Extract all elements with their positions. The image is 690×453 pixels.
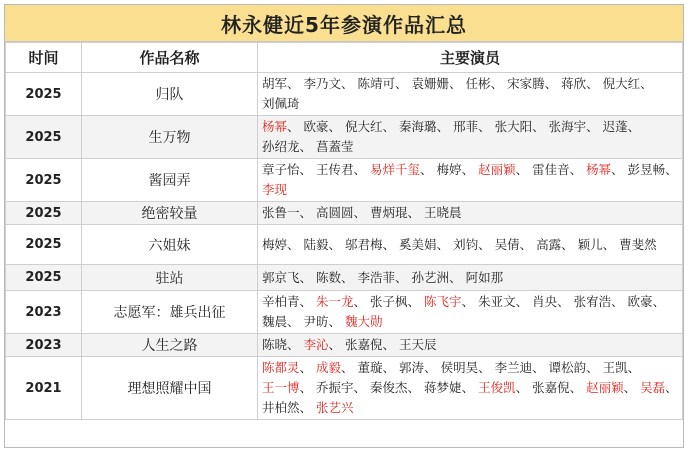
table-row	[6, 357, 683, 420]
highlighted-actor-name: 朱一龙	[316, 294, 354, 309]
actor-name: 井柏然	[262, 400, 300, 415]
name-separator: 、	[424, 360, 437, 375]
actor-name: 邬君梅	[345, 236, 383, 252]
actor-name: 张嘉倪	[532, 380, 570, 395]
actor-name: 宋家腾	[507, 76, 545, 91]
name-separator: 、	[586, 119, 599, 134]
name-separator: 、	[586, 360, 599, 375]
work-title-cell: 志愿军：雄兵出征	[82, 291, 258, 334]
name-separator: 、	[665, 380, 678, 395]
actor-name: 邢菲	[453, 119, 479, 134]
name-separator: 、	[532, 119, 545, 134]
actor-name: 陈数	[316, 269, 342, 285]
cast-cell	[258, 225, 683, 265]
actor-name: 王凯	[602, 360, 628, 375]
actor-name: 张大阳	[494, 119, 533, 134]
actor-name: 肖央	[532, 294, 558, 309]
actor-name: 高圆圆	[316, 205, 354, 220]
actor-name: 秦俊杰	[370, 380, 408, 395]
name-separator: 、	[353, 205, 367, 220]
table-row	[6, 159, 683, 202]
highlighted-actor-name: 陈飞宇	[424, 294, 462, 309]
name-separator: 、	[341, 360, 354, 375]
header-work: 作品名称	[82, 43, 258, 73]
name-separator: 、	[382, 337, 396, 352]
highlighted-actor-name: 易烊千玺	[370, 162, 421, 177]
highlighted-actor-name: 杨幂	[586, 162, 612, 177]
name-separator: 、	[461, 162, 475, 177]
highlighted-actor-name: 杨幂	[262, 119, 288, 134]
actor-name: 刘佩琦	[262, 96, 300, 111]
actor-name: 蒋梦婕	[424, 380, 462, 395]
actor-name: 倪大红	[602, 76, 641, 91]
actor-name: 王传君	[316, 162, 354, 177]
work-title-cell: 酱园弄	[82, 159, 258, 202]
actor-name: 侯明昊	[440, 360, 479, 375]
name-separator: 、	[627, 360, 641, 375]
actor-name: 张海宇	[548, 119, 587, 134]
actor-name: 颖儿	[577, 236, 603, 252]
name-separator: 、	[341, 269, 354, 285]
highlighted-actor-name: 陈都灵	[262, 360, 300, 375]
actor-name: 郭涛	[399, 360, 425, 375]
actor-name: 吴倩	[494, 236, 520, 252]
actor-name: 刘钧	[453, 236, 479, 252]
name-separator: 、	[328, 337, 342, 352]
table-body	[6, 73, 683, 420]
name-separator: 、	[382, 236, 396, 252]
name-separator: 、	[407, 205, 421, 220]
actor-name: 菖蓋莹	[316, 139, 354, 154]
highlighted-actor-name: 李沁	[303, 337, 329, 352]
name-separator: 、	[287, 337, 300, 352]
cast-cell	[258, 265, 683, 291]
highlighted-actor-name: 赵丽颖	[586, 380, 624, 395]
work-title-cell: 理想照耀中国	[82, 357, 258, 420]
name-separator: 、	[299, 380, 313, 395]
name-separator: 、	[665, 162, 678, 177]
name-separator: 、	[395, 269, 408, 285]
name-separator: 、	[407, 294, 421, 309]
highlighted-actor-name: 王俊凯	[478, 380, 516, 395]
actor-name: 雷佳音	[532, 162, 570, 177]
actor-name: 陈晓	[262, 337, 288, 352]
actor-name: 梅婷	[262, 236, 288, 252]
actor-name: 奚美娟	[399, 236, 437, 252]
table-row	[6, 334, 683, 357]
highlighted-actor-name: 吴磊	[640, 380, 666, 395]
year-cell: 2025	[6, 116, 82, 159]
name-separator: 、	[287, 236, 300, 252]
name-separator: 、	[611, 294, 624, 309]
cast-cell	[258, 73, 683, 116]
work-title-cell: 归队	[82, 73, 258, 116]
name-separator: 、	[299, 205, 313, 220]
actor-name: 乔振宇	[316, 380, 354, 395]
actor-name: 彭昱畅	[627, 162, 666, 177]
name-separator: 、	[287, 76, 300, 91]
actor-name: 梅婷	[436, 162, 462, 177]
name-separator: 、	[328, 119, 342, 134]
actor-name: 蒋欣	[561, 76, 587, 91]
table-row	[6, 116, 683, 159]
year-cell: 2025	[6, 73, 82, 116]
name-separator: 、	[515, 162, 529, 177]
header-row	[6, 43, 683, 73]
name-separator: 、	[586, 76, 599, 91]
name-separator: 、	[353, 162, 367, 177]
table-row	[6, 202, 683, 225]
actor-name: 辛柏青	[262, 294, 300, 309]
table-row	[6, 73, 683, 116]
actor-name: 阿如那	[465, 269, 504, 285]
name-separator: 、	[515, 294, 529, 309]
actor-name: 章子怡	[262, 162, 300, 177]
name-separator: 、	[299, 294, 313, 309]
actor-name: 郭京飞	[262, 269, 300, 285]
name-separator: 、	[627, 119, 641, 134]
name-separator: 、	[287, 119, 300, 134]
actor-name: 李浩菲	[357, 269, 396, 285]
name-separator: 、	[561, 236, 574, 252]
table-row	[6, 265, 683, 291]
name-separator: 、	[611, 162, 624, 177]
name-separator: 、	[328, 236, 342, 252]
work-title-cell: 六姐妹	[82, 225, 258, 265]
highlighted-actor-name: 王一博	[262, 380, 300, 395]
highlighted-actor-name: 魏大勋	[345, 314, 383, 329]
actor-name: 胡军	[262, 76, 288, 91]
name-separator: 、	[640, 76, 653, 91]
name-separator: 、	[478, 236, 491, 252]
cast-cell	[258, 291, 683, 334]
name-separator: 、	[299, 139, 313, 154]
year-cell: 2025	[6, 159, 82, 202]
year-cell: 2025	[6, 202, 82, 225]
actor-name: 曹炳琨	[370, 205, 408, 220]
name-separator: 、	[299, 400, 313, 415]
table-row	[6, 225, 683, 265]
actor-name: 张嘉倪	[345, 337, 383, 352]
name-separator: 、	[519, 236, 533, 252]
name-separator: 、	[623, 380, 637, 395]
name-separator: 、	[490, 76, 504, 91]
name-separator: 、	[569, 162, 583, 177]
name-separator: 、	[328, 314, 342, 329]
cast-cell	[258, 116, 683, 159]
highlighted-actor-name: 李现	[262, 182, 288, 197]
work-title-cell: 人生之路	[82, 334, 258, 357]
work-title-cell: 驻站	[82, 265, 258, 291]
actor-name: 欧豪	[303, 119, 329, 134]
actor-name: 任彬	[465, 76, 491, 91]
work-title-cell: 绝密较量	[82, 202, 258, 225]
actor-name: 张子枫	[370, 294, 408, 309]
name-separator: 、	[341, 76, 354, 91]
name-separator: 、	[544, 76, 558, 91]
header-cast: 主要演员	[258, 43, 683, 73]
name-separator: 、	[395, 76, 408, 91]
table-title: 林永健近5年参演作品汇总	[5, 5, 683, 42]
actor-name: 张鲁一	[262, 205, 300, 220]
name-separator: 、	[299, 360, 313, 375]
name-separator: 、	[602, 236, 616, 252]
name-separator: 、	[461, 380, 475, 395]
header-year: 时间	[6, 43, 82, 73]
actor-name: 尹昉	[303, 314, 329, 329]
name-separator: 、	[436, 119, 450, 134]
name-separator: 、	[353, 294, 367, 309]
name-separator: 、	[478, 119, 491, 134]
cast-cell	[258, 334, 683, 357]
name-separator: 、	[299, 269, 313, 285]
actor-name: 欧豪	[627, 294, 653, 309]
highlighted-actor-name: 赵丽颖	[478, 162, 516, 177]
actor-name: 曹斐然	[619, 236, 657, 252]
actor-name: 孙艺洲	[411, 269, 450, 285]
year-cell: 2023	[6, 291, 82, 334]
name-separator: 、	[449, 269, 462, 285]
cast-cell	[258, 202, 683, 225]
name-separator: 、	[478, 360, 491, 375]
summary-table-card	[4, 4, 684, 448]
work-title-cell: 生万物	[82, 116, 258, 159]
name-separator: 、	[299, 162, 313, 177]
name-separator: 、	[461, 294, 475, 309]
name-separator: 、	[353, 380, 367, 395]
year-cell: 2021	[6, 357, 82, 420]
actor-name: 谭松韵	[548, 360, 587, 375]
actor-name: 李乃文	[303, 76, 342, 91]
actor-name: 高露	[536, 236, 562, 252]
name-separator: 、	[515, 380, 529, 395]
actor-name: 王晓晨	[424, 205, 462, 220]
cast-cell	[258, 159, 683, 202]
name-separator: 、	[569, 380, 583, 395]
name-separator: 、	[382, 119, 396, 134]
name-separator: 、	[557, 294, 570, 309]
actor-name: 迟蓬	[602, 119, 628, 134]
name-separator: 、	[532, 360, 545, 375]
actor-name: 秦海璐	[399, 119, 437, 134]
year-cell: 2025	[6, 265, 82, 291]
actor-name: 王天辰	[399, 337, 437, 352]
actor-name: 陆毅	[303, 236, 329, 252]
year-cell: 2023	[6, 334, 82, 357]
name-separator: 、	[449, 76, 462, 91]
actor-name: 董璇	[357, 360, 383, 375]
name-separator: 、	[407, 380, 421, 395]
works-table	[5, 42, 683, 420]
highlighted-actor-name: 张艺兴	[316, 400, 354, 415]
actor-name: 倪大红	[345, 119, 383, 134]
name-separator: 、	[652, 294, 666, 309]
actor-name: 陈靖可	[357, 76, 396, 91]
actor-name: 袁姗姗	[411, 76, 450, 91]
name-separator: 、	[382, 360, 396, 375]
name-separator: 、	[436, 236, 450, 252]
actor-name: 魏晨	[262, 314, 288, 329]
actor-name: 孙绍龙	[262, 139, 300, 154]
cast-cell	[258, 357, 683, 420]
table-row	[6, 291, 683, 334]
year-cell: 2025	[6, 225, 82, 265]
actor-name: 朱亚文	[478, 294, 516, 309]
name-separator: 、	[420, 162, 433, 177]
actor-name: 张宥浩	[573, 294, 612, 309]
highlighted-actor-name: 成毅	[316, 360, 342, 375]
name-separator: 、	[287, 314, 300, 329]
actor-name: 李兰迪	[494, 360, 533, 375]
